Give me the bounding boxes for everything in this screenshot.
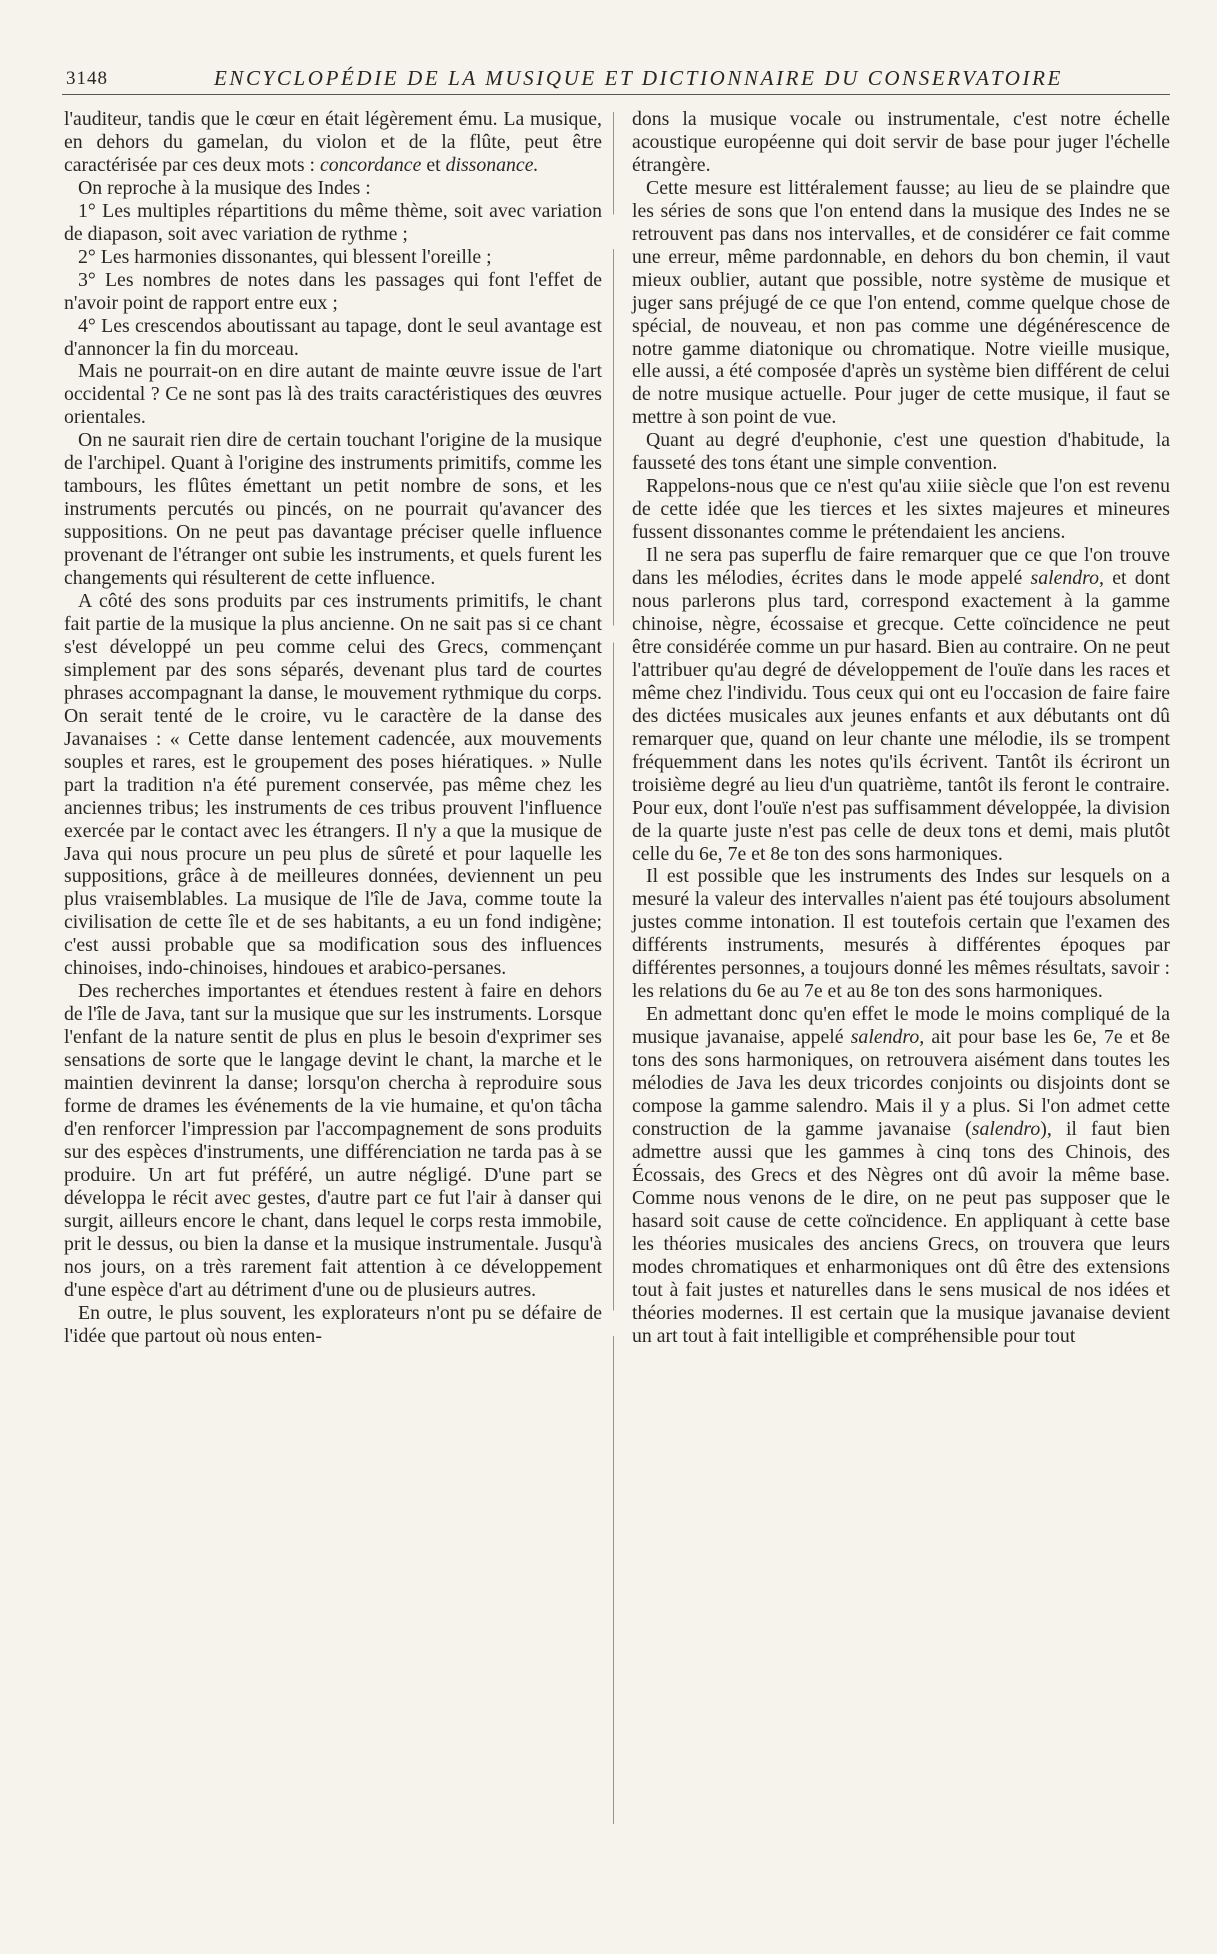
page-header: [62, 64, 1170, 95]
page-number: 3148: [66, 68, 108, 89]
emphasis: salendro,: [850, 1026, 925, 1049]
paragraph: dons la musique vocale ou instrumentale, c'est notre échelle acoustique européenne qui doit servir de base pour juger l'échelle étrangère.: [632, 108, 1170, 176]
paragraph: En admettant donc qu'en effet le mode le moins compliqué de la musique javanaise, appelé salendro, ait pour base les 6e, 7e et 8e tons des sons harmoniques, on retrouvera aisément dans toutes les mélodies de Java les deux tricordes conjoints ou disjoints dont se compose la gamme salendro. Mais il y a plus. Si l'on admet cette construction de la gamme javanaise (salendro), il faut bien admettre aussi que les gammes à cinq tons des Chinois, des Écossais, des Grecs et des Nègres ont dû avoir la même base. Comme nous venons de le dire, on ne peut pas supposer que le hasard soit cause de cette coïncidence. En appliquant à cette base les théories musicales des anciens Grecs, on trouvera que leurs modes chromatiques et enharmoniques ont dû être des extensions tout à fait justes et naturelles dans le sens musical de nos idées et théories modernes. Il est certain que la musique javanaise devient un art tout à fait intelligible et compréhensible pour tout: [632, 1003, 1170, 1347]
running-title: ENCYCLOPÉDIE DE LA MUSIQUE ET DICTIONNAIRE DU CONSERVATOIRE: [214, 66, 1063, 90]
paragraph: Mais ne pourrait-on en dire autant de mainte œuvre issue de l'art occidental ? Ce ne sont pas là des traits caractéristiques des œuvres orientales.: [64, 360, 602, 429]
right-column: [632, 108, 1170, 1347]
paragraph: Il ne sera pas superflu de faire remarquer que ce que l'on trouve dans les mélodies, écrites dans le mode appelé salendro, et dont nous parlerons plus tard, correspond exactement à la gamme chinoise, nègre, écossaise et grecque. Cette coïncidence ne peut être considérée comme un pur hasard. Bien au contraire. On ne peut l'attribuer qu'au degré de développement de l'ouïe dans les races et même chez l'individu. Tous ceux qui ont eu l'occasion de faire faire des dictées musicales aux jeunes enfants et aux débutants ont dû remarquer que, quand on leur chante une mélodie, ils se trompent fréquemment dans les notes qu'ils écrivent. Tantôt ils écriront un troisième degré au lieu d'un quatrième, tantôt ils feront le contraire. Pour eux, dont l'ouïe n'est pas suffisamment développée, la division de la quarte juste n'est pas celle de deux tons et demi, mais plutôt celle du 6e, 7e et 8e ton des sons harmoniques.: [632, 544, 1170, 865]
list-item: 3° Les nombres de notes dans les passages qui font l'effet de n'avoir point de rapport entre eux ;: [64, 268, 602, 314]
paragraph: Rappelons-nous que ce n'est qu'au xiiie siècle que l'on est revenu de cette idée que les tierces et les sixtes majeures et mineures fussent dissonantes comme le prétendaient les anciens.: [632, 475, 1170, 544]
paragraph: On ne saurait rien dire de certain touchant l'origine de la musique de l'archipel. Quant à l'origine des instruments primitifs, comme les tambours, les flûtes émettant un petit nombre de sons, et les instruments percutés ou pincés, on ne pourrait qu'avancer des suppositions. On ne peut pas davantage préciser quelle influence provenant de l'étranger ont subie les instruments, et quels furent les changements qui résulterent de cette influence.: [64, 429, 602, 590]
paragraph: Il est possible que les instruments des Indes sur lesquels on a mesuré la valeur des intervalles n'aient pas été toujours absolument justes comme intonation. Il est toutefois certain que l'examen des différents instruments, mesurés à différentes époques par différentes personnes, a toujours donné les mêmes résultats, savoir : les relations du 6e au 7e et au 8e ton des sons harmoniques.: [632, 865, 1170, 1003]
paragraph: En outre, le plus souvent, les explorateurs n'ont pu se défaire de l'idée que partout où nous enten-: [64, 1301, 602, 1347]
paragraph: l'auditeur, tandis que le cœur en était légèrement ému. La musique, en dehors du gamelan, du violon et de la flûte, peut être caractérisée par ces deux mots : concordance et dissonance.: [64, 108, 602, 176]
list-item: 4° Les crescendos aboutissant au tapage, dont le seul avantage est d'annoncer la fin du morceau.: [64, 314, 602, 360]
paragraph: Quant au degré d'euphonie, c'est une question d'habitude, la fausseté des tons étant une simple convention.: [632, 429, 1170, 475]
emphasis: salendro,: [1030, 567, 1104, 590]
list-item: 1° Les multiples répartitions du même thème, soit avec variation de diapason, soit avec variation de rythme ;: [64, 199, 602, 245]
paragraph: Des recherches importantes et étendues restent à faire en dehors de l'île de Java, tant sur la musique que sur les instruments. Lorsque l'enfant de la nature sentit de plus en plus le besoin d'exprimer ses sensations de sorte que le langage devint le chant, la marche et le maintien devinrent la danse; lorsqu'on chercha à reproduire sous forme de drames les événements de la vie humaine, et qu'on tâcha d'en renforcer l'impression par l'accompagnement de sons produits sur des espèces d'instruments, une différenciation ne tarda pas à se produire. Un art fut préféré, un autre négligé. D'une part se développa le récit avec gestes, d'autre part ce fut l'air à danser qui surgit, ailleurs encore le chant, dans lequel le corps resta immobile, prit le dessus, ou bien la danse et la musique instrumentale. Jusqu'à nos jours, on a très rarement fait attention à ce développement d'une espèce d'art au détriment d'une ou de plusieurs autres.: [64, 980, 602, 1301]
paragraph: Cette mesure est littéralement fausse; au lieu de se plaindre que les séries de sons que l'on entend dans la musique des Indes ne se retrouvent pas dans nos intervalles, et de considérer ce fait comme une erreur, même pardonnable, en dehors du bon chemin, il vaut mieux oublier, autant que possible, notre système de musique et juger sans préjugé de ce que l'on entend, comme quelque chose de spécial, de nouveau, et non pas comme une dégénérescence de notre gamme diatonique ou chromatique. Notre vieille musique, elle aussi, a été composée d'après un système bien différent de celui de notre musique actuelle. Pour juger de cette musique, il faut se mettre à son point de vue.: [632, 176, 1170, 429]
emphasis: salendro: [971, 1117, 1041, 1140]
emphasis: concordance: [319, 153, 422, 176]
column-divider: [613, 112, 614, 1824]
paragraph: On reproche à la musique des Indes :: [78, 176, 371, 199]
list-item: 2° Les harmonies dissonantes, qui blessent l'oreille ;: [78, 245, 492, 268]
emphasis: dissonance.: [445, 153, 539, 176]
left-column: [64, 108, 602, 1347]
paragraph: A côté des sons produits par ces instruments primitifs, le chant fait partie de la musique la plus ancienne. On ne sait pas si ce chant s'est développé un peu comme celui des Grecs, commençant simplement par des sons séparés, devenant plus tard de courtes phrases accompagnant la danse, le mouvement rythmique du corps. On serait tenté de le croire, vu le caractère de la danse des Javanaises : « Cette danse lentement cadencée, aux mouvements souples et rares, est le groupement des poses hiératiques. » Nulle part la tradition n'a été purement conservée, pas même chez les anciennes tribus; les instruments de ces tribus prouvent l'influence exercée par le contact avec les étrangers. Il n'y a que la musique de Java qui nous procure un peu plus de sûreté et pour laquelle les suppositions, grâce à de meilleures données, deviennent un peu plus vraisemblables. La musique de l'île de Java, comme toute la civilisation de cette île et de ses habitants, a eu un fond indigène; c'est aussi probable que sa modification sous des influences chinoises, indo-chinoises, hindoues et arabico-persanes.: [64, 590, 602, 980]
